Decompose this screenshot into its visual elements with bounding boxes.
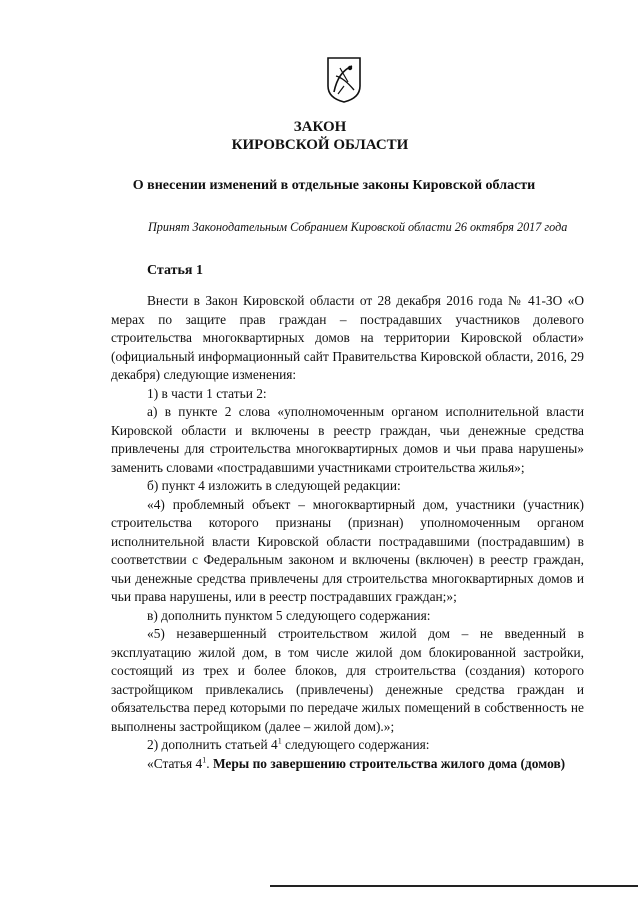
adoption-note: Принят Законодательным Собранием Кировской области 26 октября 2017 года [148, 220, 568, 234]
footer-divider [270, 885, 638, 887]
paragraph-item-1: 1) в части 1 статьи 2: [147, 385, 267, 401]
item-2-pre: 2) дополнить статьей 4 [147, 737, 278, 752]
paragraph-item-1b: б) пункт 4 изложить в следующей редакции: [147, 478, 401, 493]
article-body [111, 292, 584, 773]
paragraph-item-1c-text: «5) незавершенный строительством жилой дом – не введенный в эксплуатацию жилой дом, в том числе жилой дом блокированной застройки, состоящий из трех и более блоков, для строительства (создания) которого застройщиком привлекались (привлечены) денежные средства граждан и обязательства перед которыми по передаче жилых помещений в собственность не выполнены застройщиком (далее – жилой дом).»; [111, 626, 584, 734]
article-heading: Статья 1 [147, 263, 203, 278]
region-name: КИРОВСКОЙ ОБЛАСТИ [231, 137, 409, 153]
law-title [0, 118, 640, 154]
article-4-1-pre: «Статья 4 [147, 755, 203, 771]
item-2-sup: 1 [277, 736, 282, 746]
item-2-post: следующего содержания: [281, 737, 430, 752]
paragraph-item-2 [111, 736, 584, 755]
paragraph-intro: Внести в Закон Кировской области от 28 декабря 2016 года № 41-ЗО «О мерах по защите прав граждан – пострадавших участников долевого строительства многоквартирных домов на территории Кировской области» (официальный информационный сайт Правительства Кировской области, 2016, 29 декабря) следующие изменения: [111, 293, 584, 382]
article-4-1-title: Меры по завершению строительства жилого дома (домов) [212, 755, 566, 771]
law-subtitle: О внесении изменений в отдельные законы Кировской области [132, 178, 536, 193]
paragraph-item-1a: а) в пункте 2 слова «уполномоченным органом исполнительной власти Кировской области и включены в реестр граждан, чьи денежные средства привлечены для строительства многоквартирных домов и чьи права нарушены» заменить словами «пострадавшими участниками строительства жилья»; [111, 404, 584, 475]
paragraph-article-4-1 [111, 755, 584, 774]
law-word: ЗАКОН [293, 119, 347, 135]
coat-of-arms-icon [326, 56, 362, 104]
paragraph-item-1b-text: «4) проблемный объект – многоквартирный дом, участники (участник) строительства которого признаны (признан) уполномоченным органом исполнительной власти Кировской области пострадавшими (пострадавшим) в соответствии с Федеральным законом и включены (включен) в реестр граждан, чьи денежные средства привлечены для строительства многоквартирных домов и чьи права нарушены, или в реестр пострадавших граждан;»; [111, 496, 584, 604]
article-4-1-post: . [206, 755, 213, 771]
article-4-1-sup: 1 [202, 755, 207, 765]
paragraph-item-1c: в) дополнить пунктом 5 следующего содержания: [147, 607, 431, 623]
